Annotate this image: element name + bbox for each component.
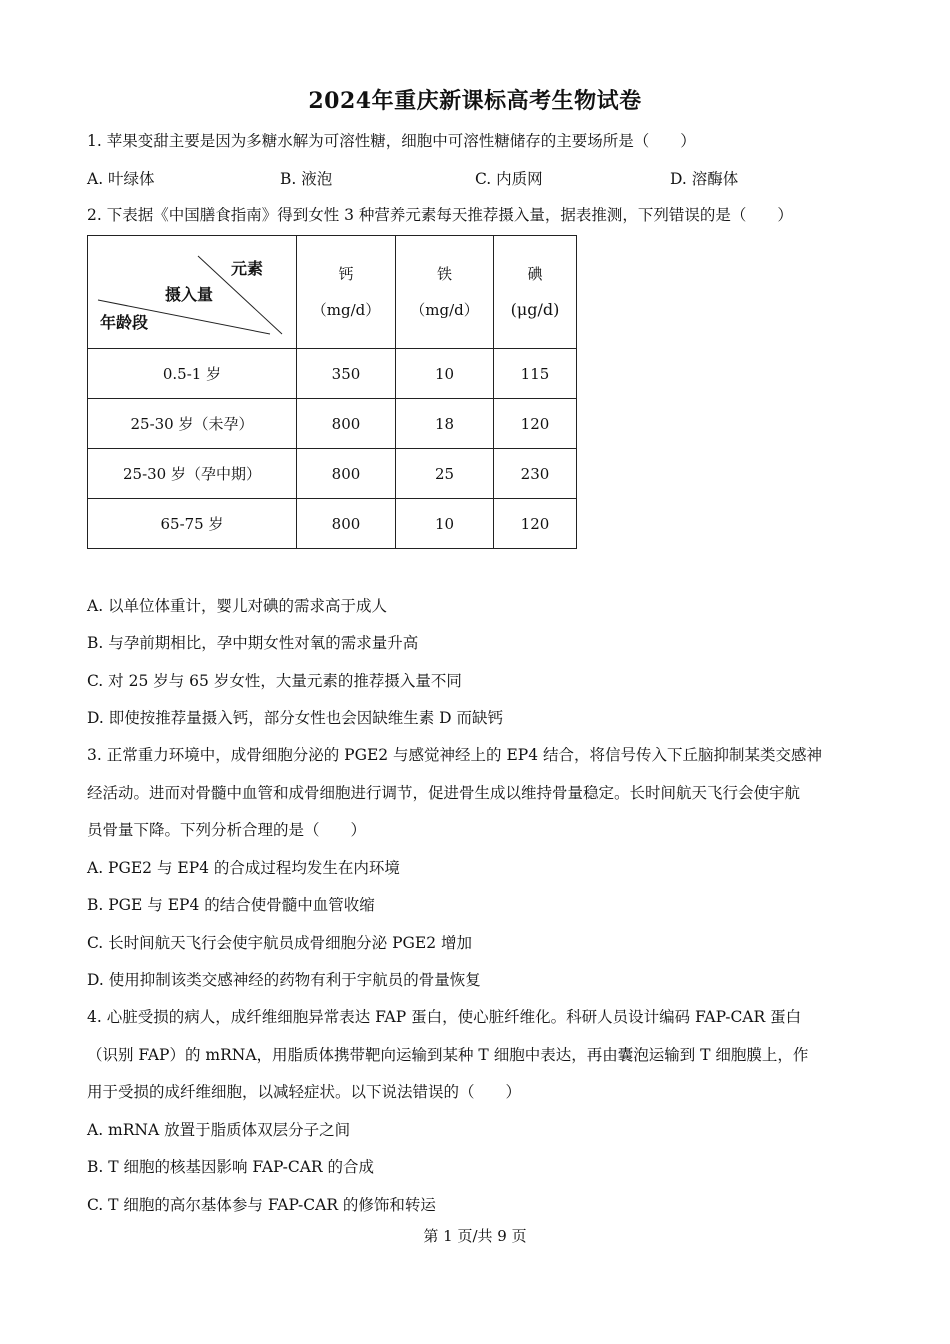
q4-stem-line: 4. 心脏受损的病人，成纤维细胞异常表达 FAP 蛋白，使心脏纤维化。科研人员设计编码 FAP-CAR 蛋白 (87, 1008, 802, 1026)
table-row (88, 349, 577, 399)
age-cell: 0.5-1 岁 (88, 349, 297, 399)
q2-stem: 2. 下表据《中国膳食指南》得到女性 3 种营养元素每天推荐摄入量，据表推测，下列错误的是（ ） (87, 206, 793, 224)
corner-label-element: 元素 (231, 259, 264, 278)
q4-option-a: A. mRNA 放置于脂质体双层分子之间 (87, 1121, 351, 1139)
q1-option-b: B. 液泡 (280, 170, 333, 188)
q4-stem-line: 用于受损的成纤维细胞，以减轻症状。以下说法错误的（ ） (87, 1083, 522, 1101)
iodine-cell: 115 (494, 349, 577, 399)
table-row (88, 449, 577, 499)
iron-cell: 25 (396, 449, 494, 499)
table-header-row (88, 236, 577, 349)
q3-option-c: C. 长时间航天飞行会使宇航员成骨细胞分泌 PGE2 增加 (87, 934, 473, 952)
iodine-cell: 120 (494, 399, 577, 449)
q1-option-a: A. 叶绿体 (87, 170, 155, 188)
column-unit: (μg/d) (510, 300, 560, 319)
q2-option-d: D. 即使按推荐量摄入钙，部分女性也会因缺维生素 D 而缺钙 (87, 709, 504, 727)
q1-option-c: C. 内质网 (475, 170, 543, 188)
calcium-cell: 800 (297, 499, 396, 549)
age-cell: 25-30 岁（孕中期） (88, 449, 297, 499)
q3-stem-line: 3. 正常重力环境中，成骨细胞分泌的 PGE2 与感觉神经上的 EP4 结合，将信号传入下丘脑抑制某类交感神 (87, 746, 823, 764)
column-header-calcium (297, 236, 396, 349)
column-name: 碘 (527, 265, 543, 283)
q2-option-a: A. 以单位体重计，婴儿对碘的需求高于成人 (87, 597, 388, 615)
table-row (88, 499, 577, 549)
q2-option-c: C. 对 25 岁与 65 岁女性，大量元素的推荐摄入量不同 (87, 672, 462, 690)
iron-cell: 18 (396, 399, 494, 449)
calcium-cell: 350 (297, 349, 396, 399)
calcium-cell: 800 (297, 449, 396, 499)
column-name: 铁 (436, 265, 452, 283)
page-footer: 第 1 页/共 9 页 (423, 1227, 527, 1245)
q3-option-b: B. PGE 与 EP4 的结合使骨髓中血管收缩 (87, 896, 375, 914)
column-name: 钙 (338, 265, 354, 283)
column-unit: （mg/d） (311, 301, 381, 319)
iron-cell: 10 (396, 349, 494, 399)
q4-option-c: C. T 细胞的高尔基体参与 FAP-CAR 的修饰和转运 (87, 1196, 436, 1214)
q3-option-d: D. 使用抑制该类交感神经的药物有利于宇航员的骨量恢复 (87, 971, 481, 989)
q3-option-a: A. PGE2 与 EP4 的合成过程均发生在内环境 (87, 859, 400, 877)
column-header-iron (396, 236, 494, 349)
nutrient-table (87, 235, 577, 549)
q4-option-b: B. T 细胞的核基因影响 FAP-CAR 的合成 (87, 1158, 375, 1176)
table-corner-cell (88, 236, 297, 349)
column-header-iodine (494, 236, 577, 349)
iodine-cell: 230 (494, 449, 577, 499)
iodine-cell: 120 (494, 499, 577, 549)
q1-option-d: D. 溶酶体 (670, 170, 739, 188)
q3-stem-line: 经活动。进而对骨髓中血管和成骨细胞进行调节，促进骨生成以维持骨量稳定。长时间航天飞行会使宇航 (87, 784, 801, 802)
q4-stem-line: （识别 FAP）的 mRNA，用脂质体携带靶向运输到某种 T 细胞中表达，再由囊泡运输到 T 细胞膜上，作 (87, 1046, 809, 1064)
corner-label-age: 年龄段 (100, 313, 149, 332)
exam-title: 2024年重庆新课标高考生物试卷 (308, 88, 642, 114)
calcium-cell: 800 (297, 399, 396, 449)
q3-stem-line: 员骨量下降。下列分析合理的是（ ） (87, 821, 367, 839)
table-row (88, 399, 577, 449)
age-cell: 65-75 岁 (88, 499, 297, 549)
iron-cell: 10 (396, 499, 494, 549)
q1-stem: 1. 苹果变甜主要是因为多糖水解为可溶性糖，细胞中可溶性糖储存的主要场所是（ ） (87, 132, 696, 150)
q1-options (87, 167, 867, 189)
age-cell: 25-30 岁（未孕） (88, 399, 297, 449)
q2-option-b: B. 与孕前期相比，孕中期女性对氧的需求量升高 (87, 634, 419, 652)
corner-label-intake: 摄入量 (165, 285, 214, 304)
column-unit: （mg/d） (410, 301, 479, 319)
